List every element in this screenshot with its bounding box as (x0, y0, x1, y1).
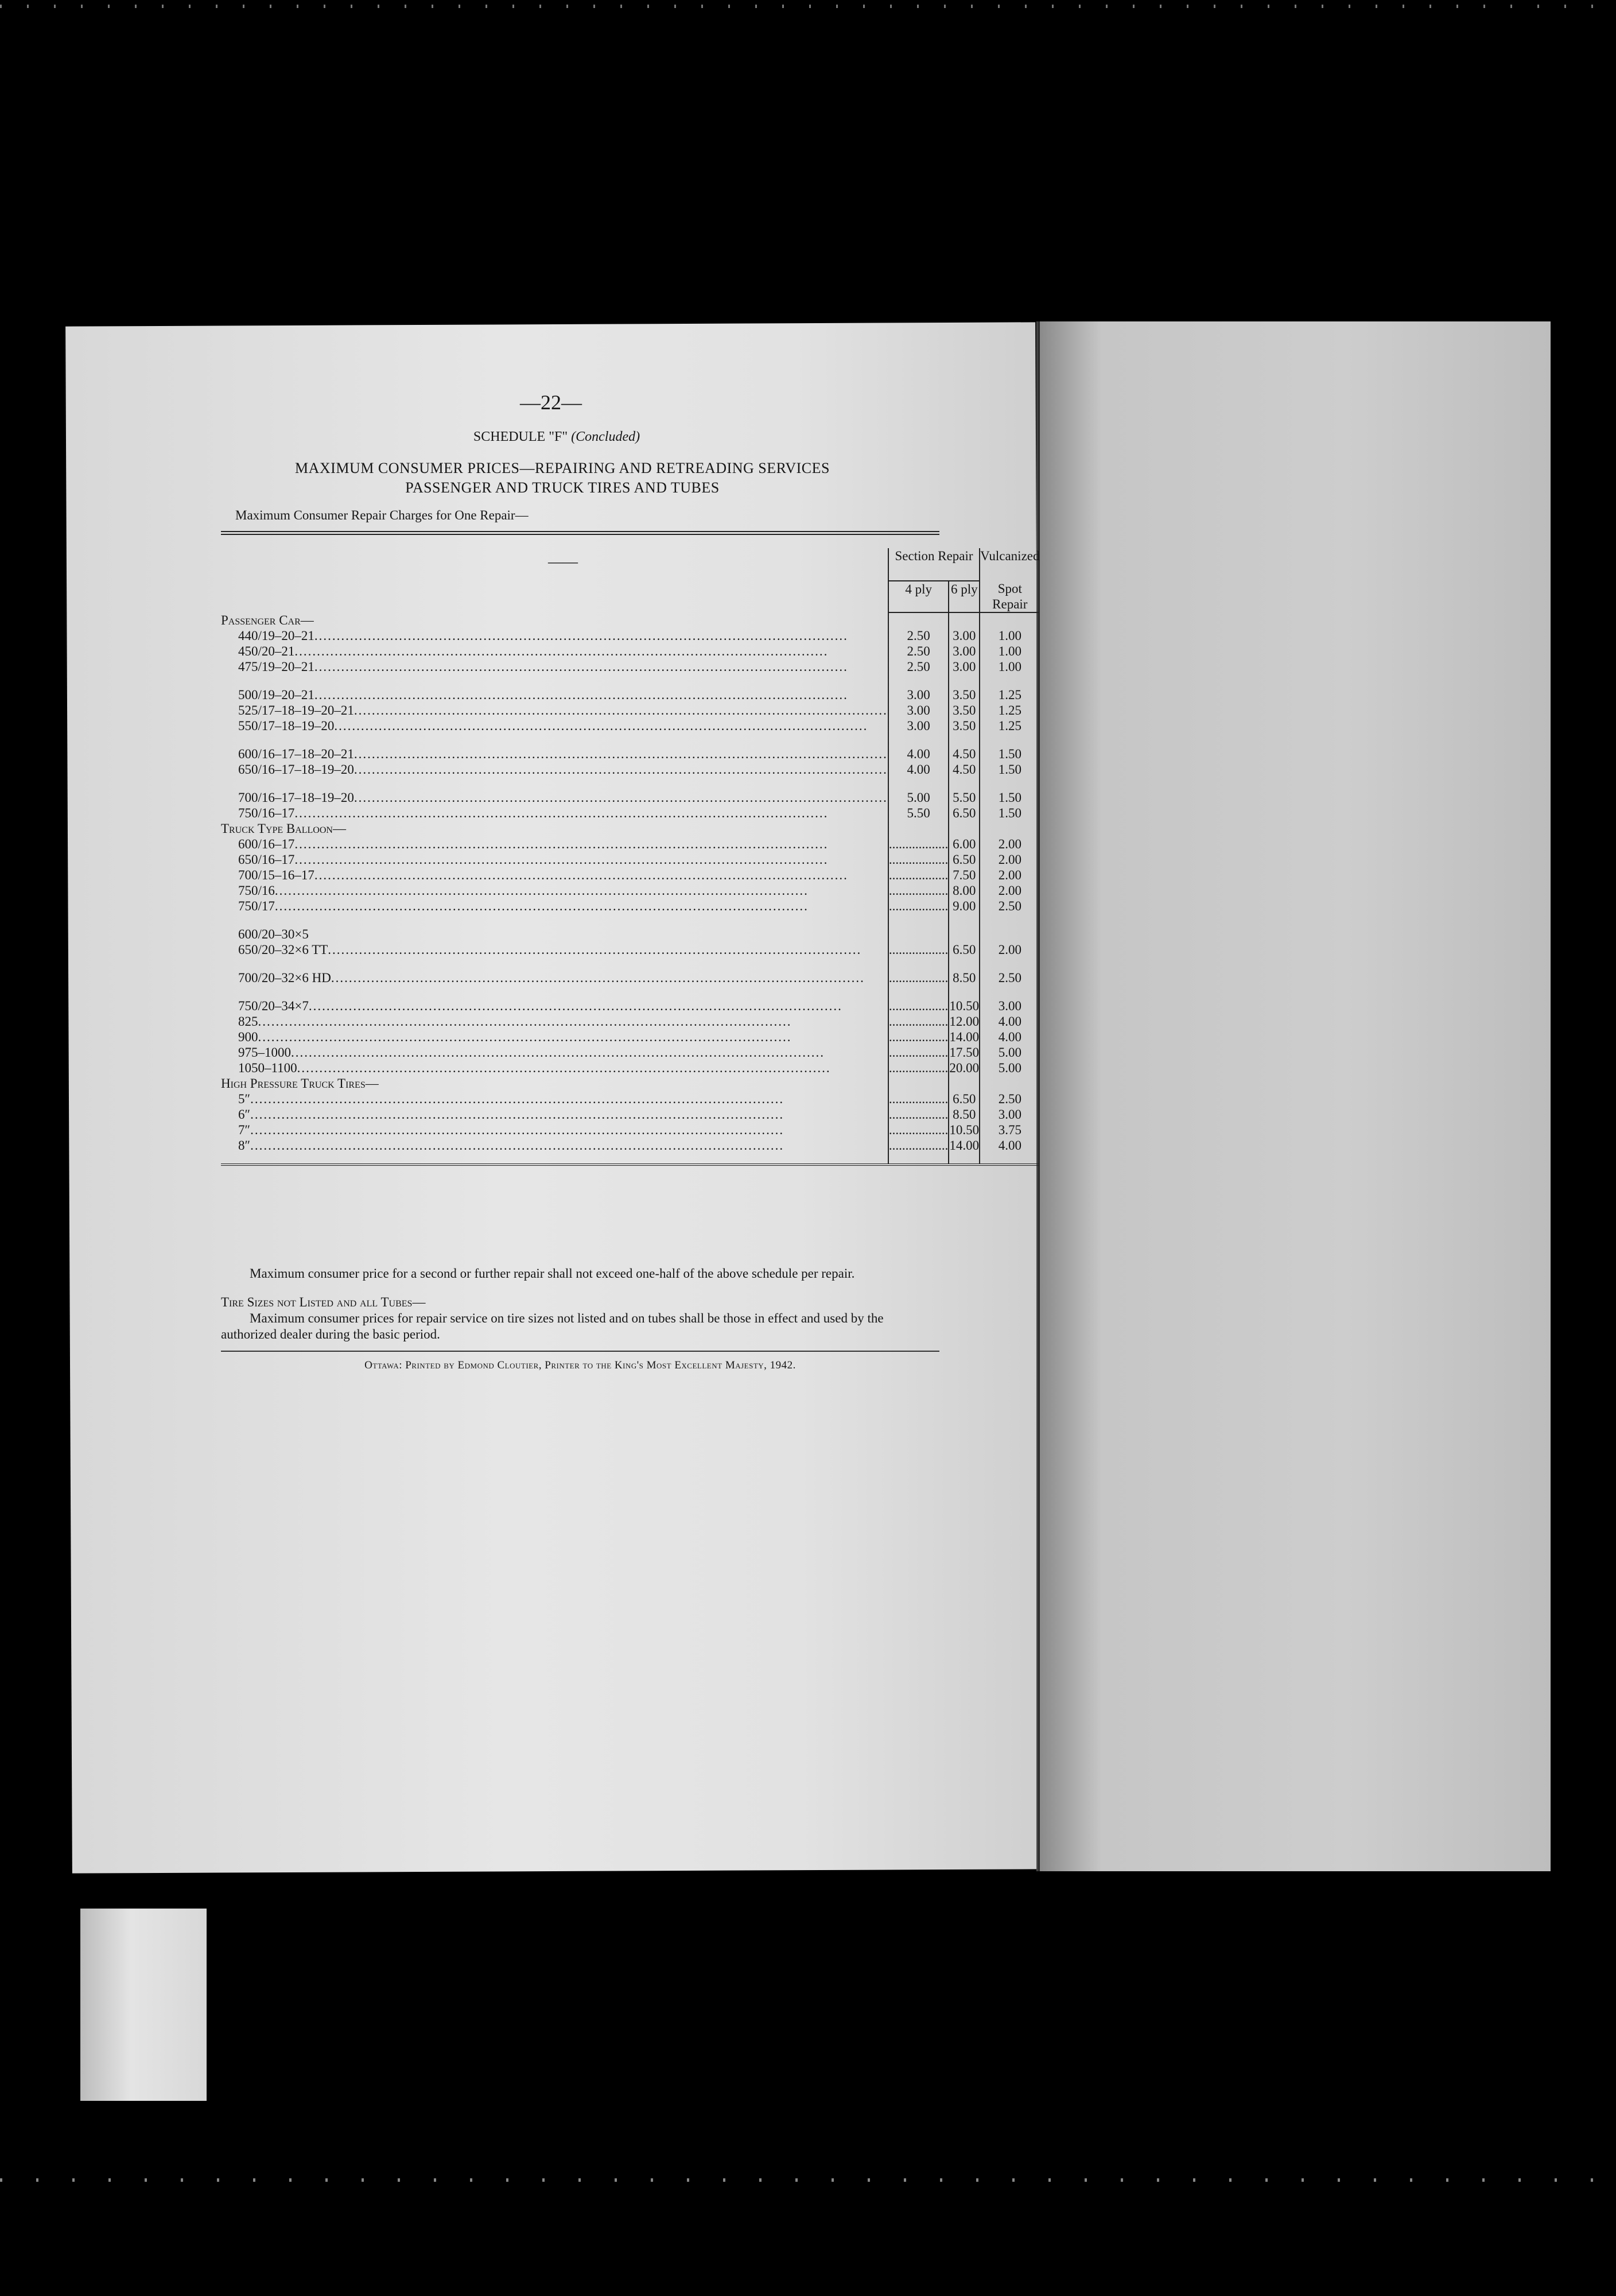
leader-dots: .................. (888, 971, 949, 985)
leader-dots: ........................................................................................................................ (294, 644, 829, 658)
tire-size-cell (221, 942, 888, 957)
spot-repair-price (980, 926, 1039, 942)
tire-size-label: 750/16 (238, 883, 275, 898)
empty-cell (221, 674, 888, 687)
leader-dots: .................. (888, 899, 949, 913)
ply6-price: 12.00 (949, 1014, 980, 1029)
spot-repair-price: 2.50 (980, 898, 1039, 914)
spot-repair-price: 2.00 (980, 942, 1039, 957)
ply6-price: 8.50 (949, 970, 980, 986)
group-gap-row (221, 674, 1039, 687)
empty-cell (949, 914, 980, 926)
tire-size-cell (221, 1122, 888, 1138)
leader-dots: ........................................................................................................................ (294, 852, 829, 867)
notes-block (221, 1266, 939, 1374)
tire-size-label: 650/16–17 (238, 852, 295, 867)
tire-size-label: 825 (238, 1014, 258, 1029)
empty-cell (888, 674, 949, 687)
spot-repair-price: 3.00 (980, 998, 1039, 1014)
empty-cell (888, 957, 949, 970)
tire-size-cell (221, 805, 888, 821)
ply4-price (888, 1060, 949, 1076)
ply6-price: 9.00 (949, 898, 980, 914)
empty-cell (221, 986, 888, 998)
spot-repair-price: 1.00 (980, 628, 1039, 643)
ply4-price: 3.00 (888, 718, 949, 734)
section-row (221, 612, 1039, 628)
ply6-price: 10.50 (949, 1123, 980, 1137)
table-row (221, 659, 1039, 674)
empty-cell (949, 957, 980, 970)
ply6-price: 6.50 (949, 852, 980, 867)
ply6-price: 3.00 (949, 643, 980, 659)
leader-dots: ........................................................................................................................ (308, 999, 842, 1013)
empty-cell (888, 821, 949, 836)
ply6-price: 3.00 (949, 659, 980, 674)
spot-repair-price: 1.50 (980, 790, 1039, 805)
empty-cell (888, 734, 949, 746)
leader-dots: ........................................................................................................................ (274, 883, 809, 898)
empty-cell (221, 914, 888, 926)
heading-line-2: PASSENGER AND TRUCK TIRES AND TUBES (405, 479, 720, 496)
spot-repair-price: 1.25 (980, 718, 1039, 734)
ply4-price: 2.50 (888, 628, 949, 643)
table-row (221, 1122, 1039, 1138)
vulcanized-header: Vulcanized (980, 548, 1039, 581)
empty-cell (888, 1076, 949, 1091)
leader-dots: ........................................................................................................................ (294, 837, 829, 851)
ply4-price (888, 852, 949, 867)
table-row (221, 867, 1039, 883)
spot-repair-price: 2.00 (980, 852, 1039, 867)
leader-dots: ........................................................................................................................ (250, 1107, 784, 1122)
empty-cell (888, 1153, 949, 1165)
table-row (221, 1138, 1039, 1153)
tire-size-label: 6″ (238, 1107, 251, 1122)
group-gap-row (221, 914, 1039, 926)
spot-repair-price: 1.50 (980, 746, 1039, 762)
tire-size-label: 475/19–20–21 (238, 660, 314, 674)
spot-repair-price: 2.00 (980, 836, 1039, 852)
spot-repair-price: 1.50 (980, 805, 1039, 821)
spot-repair-price: 2.50 (980, 970, 1039, 986)
spot-repair-price: 1.00 (980, 643, 1039, 659)
table-row (221, 1060, 1039, 1076)
empty-cell (888, 612, 949, 628)
tire-size-label: 700/20–32×6 HD (238, 971, 331, 985)
leader-dots: .................. (888, 1045, 949, 1060)
tire-sizes-heading: Tire Sizes not Listed and all Tubes— (221, 1295, 426, 1309)
table-row (221, 1014, 1039, 1029)
ply6-price: 3.50 (949, 718, 980, 734)
section-repair-header: Section Repair (888, 548, 980, 581)
spot-repair-price: 4.00 (980, 1138, 1039, 1153)
table-row (221, 970, 1039, 986)
ply6-price: 7.50 (949, 867, 980, 883)
table-row (221, 805, 1039, 821)
empty-cell (221, 777, 888, 790)
ply6-header: 6 ply (949, 581, 980, 612)
leader-dots: .................. (888, 1138, 949, 1153)
heading-line-1: MAXIMUM CONSUMER PRICES—REPAIRING AND RETREADING SERVICES (295, 460, 830, 476)
leader-dots: ........................................................................................................................ (314, 868, 848, 882)
leader-dots: ........................................................................................................................ (291, 1045, 825, 1060)
section-row (221, 1076, 1039, 1091)
tire-size-cell (221, 718, 888, 734)
ply4-price (888, 1138, 949, 1153)
tire-size-cell (221, 790, 888, 805)
section-title: High Pressure Truck Tires— (221, 1076, 379, 1091)
empty-cell (980, 777, 1039, 790)
section-title: Truck Type Balloon— (221, 821, 346, 836)
ply4-price (888, 867, 949, 883)
empty-cell (980, 957, 1039, 970)
empty-cell (949, 674, 980, 687)
empty-cell (980, 1076, 1039, 1091)
ply6-price: 6.50 (949, 805, 980, 821)
tire-size-cell (221, 1107, 888, 1122)
leader-dots: ........................................................................................................................ (314, 629, 848, 643)
tire-size-label: 700/15–16–17 (238, 868, 314, 882)
tire-size-label: 525/17–18–19–20–21 (238, 703, 354, 718)
table-row (221, 1045, 1039, 1060)
spot-repair-price: 5.00 (980, 1045, 1039, 1060)
table-row (221, 746, 1039, 762)
spot-repair-price: 1.50 (980, 762, 1039, 777)
printer-imprint: Ottawa: Printed by Edmond Cloutier, Printer to the King's Most Excellent Majesty, 1942. (221, 1351, 939, 1374)
ply6-price: 14.00 (949, 1030, 980, 1044)
tire-size-cell (221, 659, 888, 674)
ply6-price: 3.50 (949, 687, 980, 703)
tire-size-cell (221, 998, 888, 1014)
tire-size-label: 7″ (238, 1123, 251, 1137)
leader-dots: .................. (888, 837, 949, 851)
tire-size-label: 5″ (238, 1092, 251, 1106)
ply4-price (888, 1029, 949, 1045)
second-repair-note: Maximum consumer price for a second or further repair shall not exceed one-half of the above schedule per repair. (250, 1266, 855, 1281)
ply4-price: 2.50 (888, 659, 949, 674)
ply4-price (888, 942, 949, 957)
leader-dots: .................. (888, 1123, 949, 1137)
empty-cell (980, 1153, 1039, 1165)
leader-dots: ........................................................................................................................ (297, 1061, 831, 1075)
tire-size-cell (221, 836, 888, 852)
leader-dots: ........................................................................................................................ (354, 703, 888, 718)
empty-cell (980, 674, 1039, 687)
tire-size-cell (221, 1091, 888, 1107)
leader-dots: .................. (888, 868, 949, 882)
ply4-price (888, 898, 949, 914)
empty-cell (980, 986, 1039, 998)
repair-charges-table (221, 548, 1039, 1166)
leader-dots: .................. (888, 999, 949, 1013)
tire-size-label: 650/16–17–18–19–20 (238, 762, 354, 777)
tire-size-cell (221, 643, 888, 659)
empty-cell (949, 986, 980, 998)
spot-repair-header: Spot Repair (980, 581, 1039, 612)
table-row (221, 790, 1039, 805)
ply4-price: 3.00 (888, 703, 949, 718)
tire-size-cell (221, 852, 888, 867)
tire-size-label: 900 (238, 1030, 258, 1044)
empty-cell (888, 986, 949, 998)
empty-cell (221, 734, 888, 746)
table-row (221, 687, 1039, 703)
tire-size-cell (221, 628, 888, 643)
tire-size-cell (221, 1045, 888, 1060)
ply4-price (888, 926, 949, 942)
section-title: Passenger Car— (221, 613, 314, 627)
tire-size-label: 600/16–17 (238, 837, 295, 851)
tire-size-cell (221, 687, 888, 703)
leader-dots: ........................................................................................................................ (274, 899, 809, 913)
empty-cell (221, 1153, 888, 1165)
schedule-title-text: SCHEDULE "F" (473, 429, 568, 444)
film-edge-top (0, 5, 1616, 8)
empty-cell (980, 734, 1039, 746)
table-end-row (221, 1153, 1039, 1165)
empty-cell (949, 612, 980, 628)
ply4-price: 3.00 (888, 687, 949, 703)
ply6-price: 3.50 (949, 703, 980, 718)
ply4-price: 4.00 (888, 746, 949, 762)
tire-size-label: 450/20–21 (238, 644, 295, 658)
table-row (221, 762, 1039, 777)
spot-repair-price: 5.00 (980, 1060, 1039, 1076)
tire-size-label: 600/20–30×5 (238, 927, 309, 941)
tire-size-label: 750/17 (238, 899, 275, 913)
table-row (221, 703, 1039, 718)
table-header-row-1 (221, 548, 1039, 581)
leader-dots: .................. (888, 852, 949, 867)
spot-repair-price: 3.00 (980, 1107, 1039, 1122)
tire-size-label: 1050–1100 (238, 1061, 297, 1075)
ply6-price: 14.00 (949, 1138, 980, 1153)
tire-size-label: 8″ (238, 1138, 251, 1153)
empty-cell (980, 821, 1039, 836)
ply4-header: 4 ply (888, 581, 949, 612)
tire-size-label: 440/19–20–21 (238, 629, 314, 643)
table-row (221, 643, 1039, 659)
empty-cell (221, 957, 888, 970)
tire-size-cell (221, 883, 888, 898)
leader-dots: ........................................................................................................................ (314, 688, 848, 702)
tire-size-cell (221, 1138, 888, 1153)
leader-dots: .................. (888, 883, 949, 898)
ply6-price: 8.50 (949, 1107, 980, 1122)
leader-dots: ........................................................................................................................ (294, 806, 829, 820)
ply6-price: 3.00 (949, 628, 980, 643)
group-gap-row (221, 986, 1039, 998)
ply4-price (888, 998, 949, 1014)
table-row (221, 898, 1039, 914)
table-row (221, 883, 1039, 898)
table-row (221, 718, 1039, 734)
leader-dots: ........................................................................................................................ (334, 719, 868, 733)
tire-size-label: 500/19–20–21 (238, 688, 314, 702)
ply6-price: 8.00 (949, 883, 980, 898)
leader-dots: .................. (888, 1030, 949, 1044)
empty-cell (949, 777, 980, 790)
tire-size-cell (221, 1060, 888, 1076)
spot-repair-price: 3.75 (980, 1122, 1039, 1138)
ply4-price: 2.50 (888, 643, 949, 659)
ply6-price (949, 926, 980, 942)
leader-dots: ........................................................................................................................ (258, 1014, 792, 1029)
tire-size-cell (221, 970, 888, 986)
ply6-price: 17.50 (949, 1045, 980, 1060)
ply4-price (888, 970, 949, 986)
spot-repair-price: 1.25 (980, 687, 1039, 703)
table-row (221, 1029, 1039, 1045)
ply4-price: 5.50 (888, 805, 949, 821)
table-row (221, 998, 1039, 1014)
ply6-price: 10.50 (949, 999, 980, 1013)
leader-dots: ........................................................................................................................ (250, 1092, 784, 1106)
table-row (221, 836, 1039, 852)
table-row (221, 628, 1039, 643)
page-content (143, 390, 1040, 1371)
ply6-price: 20.00 (949, 1061, 980, 1075)
ply4-price (888, 1045, 949, 1060)
tire-size-label: 650/20–32×6 TT (238, 943, 328, 957)
ply6-price: 6.00 (949, 836, 980, 852)
leader-dots: .................. (888, 943, 949, 957)
section-row (221, 821, 1039, 836)
size-header: —— (547, 553, 578, 570)
film-edge-bottom (0, 2178, 1616, 2182)
leader-dots: .................. (888, 1014, 949, 1029)
tire-size-cell (221, 762, 888, 777)
leader-dots: ........................................................................................................................ (354, 747, 888, 761)
empty-cell (980, 914, 1039, 926)
table-row (221, 1107, 1039, 1122)
empty-cell (888, 777, 949, 790)
leader-dots: ........................................................................................................................ (258, 1030, 792, 1044)
ply6-price: 6.50 (949, 1091, 980, 1107)
tire-size-label: 550/17–18–19–20 (238, 719, 335, 733)
ply6-price: 4.50 (949, 746, 980, 762)
tire-size-label: 750/20–34×7 (238, 999, 309, 1013)
ply4-price: 4.00 (888, 762, 949, 777)
schedule-title (166, 429, 947, 445)
empty-cell (949, 1076, 980, 1091)
leader-dots: ........................................................................................................................ (331, 971, 865, 985)
leader-dots: ........................................................................................................................ (250, 1123, 784, 1137)
leader-dots: ........................................................................................................................ (354, 762, 888, 777)
spot-repair-price: 2.00 (980, 883, 1039, 898)
tire-size-label: 975–1000 (238, 1045, 291, 1060)
table-row (221, 942, 1039, 957)
group-gap-row (221, 777, 1039, 790)
spot-repair-price: 1.25 (980, 703, 1039, 718)
ply4-price (888, 1091, 949, 1107)
tire-size-cell (221, 746, 888, 762)
ply4-price (888, 1014, 949, 1029)
ply6-price: 5.50 (949, 790, 980, 805)
table-row (221, 1091, 1039, 1107)
schedule-title-suffix: (Concluded) (571, 429, 640, 444)
spot-repair-price: 4.00 (980, 1014, 1039, 1029)
tire-size-cell (221, 1029, 888, 1045)
ply6-price: 4.50 (949, 762, 980, 777)
leader-dots: ........................................................................................................................ (354, 790, 888, 805)
ply4-price (888, 1122, 949, 1138)
leader-dots: .................. (888, 1092, 949, 1106)
table-row (221, 926, 1039, 942)
ply4-price (888, 836, 949, 852)
leader-dots: .................. (888, 1061, 949, 1075)
tire-size-label: 750/16–17 (238, 806, 295, 820)
tire-size-cell (221, 703, 888, 718)
tire-size-cell (221, 1014, 888, 1029)
spot-repair-price: 2.00 (980, 867, 1039, 883)
ply4-price (888, 883, 949, 898)
empty-cell (980, 612, 1039, 628)
table-row (221, 852, 1039, 867)
right-page (1040, 321, 1551, 1871)
group-gap-row (221, 734, 1039, 746)
paper-slip (80, 1909, 207, 2101)
empty-cell (949, 734, 980, 746)
leader-dots: ........................................................................................................................ (314, 660, 848, 674)
spot-repair-price: 4.00 (980, 1029, 1039, 1045)
group-gap-row (221, 957, 1039, 970)
tire-size-cell (221, 926, 888, 942)
empty-cell (888, 914, 949, 926)
top-double-rule (221, 531, 939, 535)
empty-cell (949, 821, 980, 836)
tire-size-cell (221, 867, 888, 883)
tire-size-cell (221, 898, 888, 914)
page-number: —22— (520, 391, 582, 414)
tire-size-label: 700/16–17–18–19–20 (238, 790, 354, 805)
leader-dots: .................. (888, 1107, 949, 1122)
spot-repair-price: 1.00 (980, 659, 1039, 674)
ply4-price (888, 1107, 949, 1122)
tire-size-label: 600/16–17–18–20–21 (238, 747, 354, 761)
empty-cell (949, 1153, 980, 1165)
spot-repair-price: 2.50 (980, 1091, 1039, 1107)
leader-dots: ........................................................................................................................ (250, 1138, 784, 1153)
ply4-price: 5.00 (888, 790, 949, 805)
tire-sizes-text: Maximum consumer prices for repair service on tire sizes not listed and on tubes shall be those in effect and used by the authorized dealer during the basic period. (221, 1311, 884, 1341)
ply6-price: 6.50 (949, 942, 980, 957)
leader-dots: ........................................................................................................................ (328, 943, 862, 957)
subheading: Maximum Consumer Repair Charges for One Repair— (235, 508, 529, 522)
